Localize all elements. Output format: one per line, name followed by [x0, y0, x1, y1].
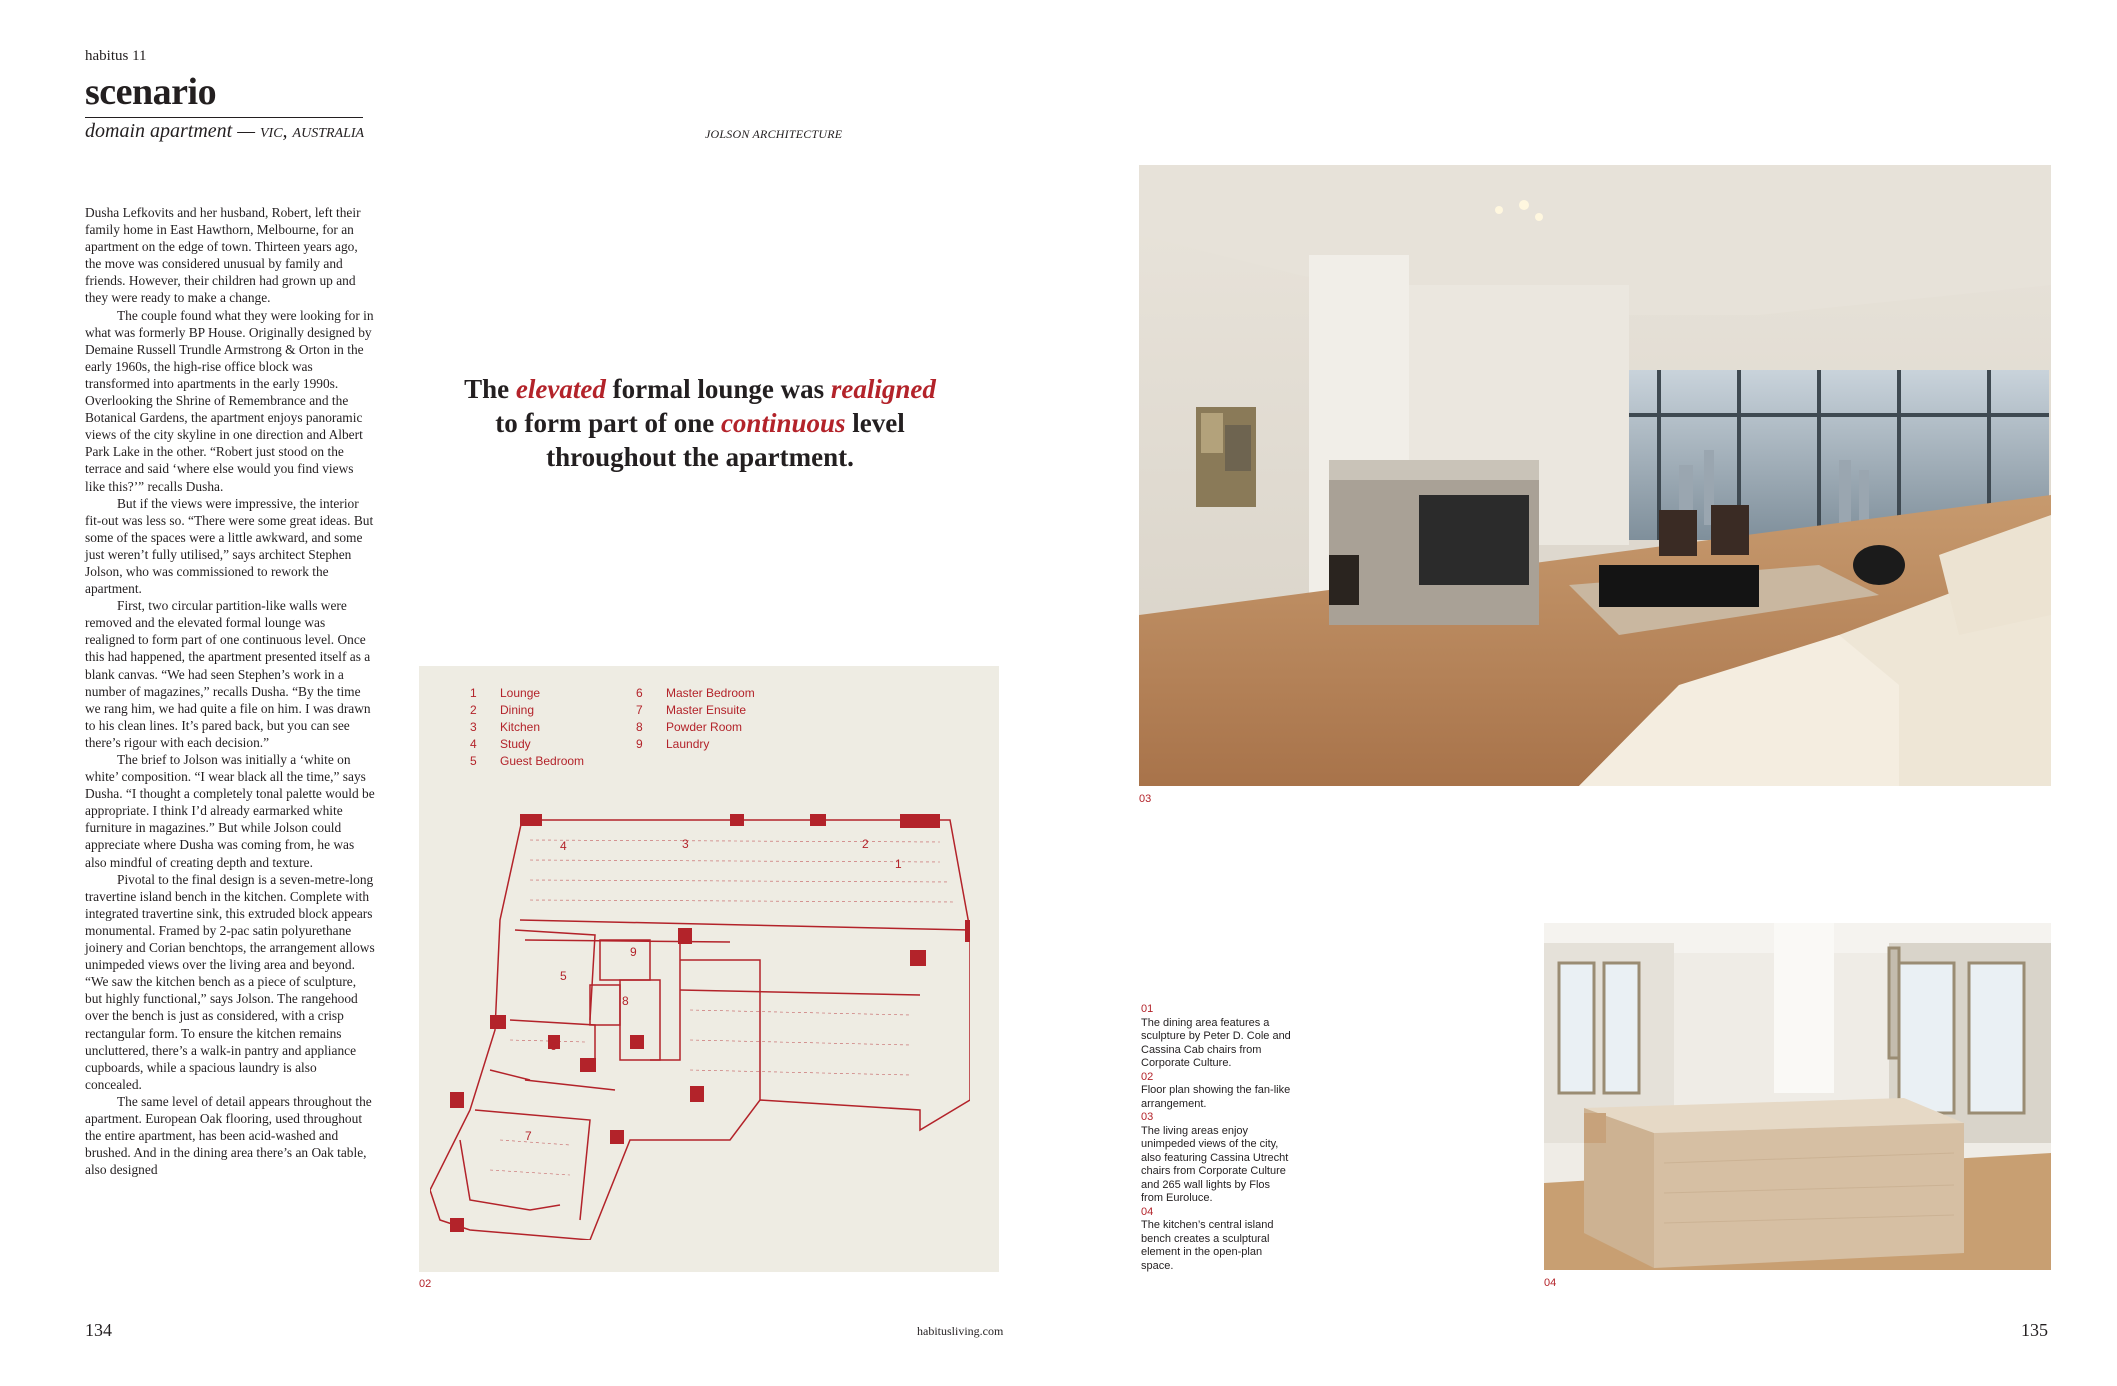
- pull-quote-text: throughout the apartment.: [546, 442, 854, 472]
- body-paragraph: The same level of detail appears throughout the apartment. European Oak flooring, used throughout the entire apartment, has been acid-washed and brushed. And in the dining area there’s an Oak table, also designed: [85, 1093, 372, 1178]
- subtitle-main: domain apartment —: [85, 120, 260, 142]
- caption-item: 04 The kitchen’s central island bench creates a sculptural element in the open-plan space.: [1141, 1205, 1274, 1272]
- article-body: [85, 204, 375, 1178]
- plan-room-number: 8: [622, 994, 629, 1008]
- kitchen-photo: [1544, 923, 2051, 1270]
- section-title: scenario: [85, 71, 217, 113]
- plan-room-number: 1: [895, 857, 902, 871]
- caption-item: 02 Floor plan showing the fan-like arrangement.: [1141, 1070, 1291, 1110]
- pull-quote-emphasis: continuous: [720, 408, 846, 438]
- body-paragraph: The brief to Jolson was initially a ‘white on white’ composition. “I wear black all the time,” says Dusha. “I thought a completely tonal palette would be appropriate. I think I’d already earmarked white furniture in magazines.” But while Jolson could appreciate where Dusha was coming from, he was also mindful of creating depth and texture.: [85, 752, 375, 870]
- legend-item: 5 Guest Bedroom: [470, 754, 585, 768]
- body-paragraph: Dusha Lefkovits and her husband, Robert, left their family home in East Hawthorn, Melbourne, for an apartment on the edge of town. Thirteen years ago, the move was considered unusual by family and friends. However, their children had grown up and they were ready to make a change.: [85, 205, 361, 306]
- legend-item: 6 Master Bedroom: [636, 686, 755, 700]
- subtitle-location: vic, australia: [260, 120, 365, 142]
- caption-item: 03 The living areas enjoy unimpeded views of the city, also featuring Cassina Utrecht chairs from Corporate Culture and 265 wall lights by Flos from Euroluce.: [1141, 1111, 1289, 1204]
- plan-room-number: 2: [862, 837, 869, 851]
- page-number-left: 134: [85, 1320, 112, 1340]
- plan-room-number: 4: [560, 839, 567, 853]
- website-url[interactable]: habitusliving.com: [917, 1324, 1004, 1338]
- plan-room-number: 5: [560, 969, 567, 983]
- legend-item: 4 Study: [470, 737, 531, 751]
- plan-room-number: 7: [525, 1129, 532, 1143]
- pull-quote-text: level: [845, 408, 905, 438]
- plan-room-number: 9: [630, 945, 637, 959]
- pull-quote-text: to form part of one: [495, 408, 721, 438]
- legend-item: 2 Dining: [470, 703, 535, 717]
- magazine-issue: habitus 11: [85, 48, 147, 64]
- legend-item: 9 Laundry: [636, 737, 710, 751]
- plan-room-number: 3: [682, 837, 689, 851]
- image-number-kitchen: 04: [1544, 1277, 1557, 1289]
- legend-item: 8 Powder Room: [636, 720, 743, 734]
- plan-room-number: 6: [550, 1039, 557, 1053]
- image-number-plan: 02: [419, 1278, 432, 1290]
- page-number-right: 135: [2021, 1320, 2048, 1340]
- caption-item: 01 The dining area features a sculpture by Peter D. Cole and Cassina Cab chairs from Corporate Culture.: [1141, 1003, 1291, 1069]
- legend-item: 1 Lounge: [470, 686, 541, 700]
- body-paragraph: First, two circular partition-like walls were removed and the elevated formal lounge was realigned to form part of one continuous level. Once this had happened, the apartment presented itself as a blank canvas. “We had seen Stephen’s work in a number of magazines,” recalls Dusha. “By the time we rang him, we had quite a file on him. I was drawn to his clean lines. It’s pared back, but you can see there’s rigour with each decision.”: [85, 598, 371, 750]
- legend-item: 7 Master Ensuite: [636, 703, 747, 717]
- image-captions: [1141, 1003, 1291, 1273]
- pull-quote-emphasis: realigned: [830, 374, 936, 404]
- pull-quote-text: formal lounge was: [605, 374, 831, 404]
- article-subtitle: [85, 120, 364, 143]
- image-number-lounge: 03: [1139, 793, 1152, 805]
- legend-item: 3 Kitchen: [470, 720, 541, 734]
- lounge-photo: [1139, 165, 2051, 786]
- body-paragraph: Pivotal to the final design is a seven-metre-long travertine island bench in the kitchen. Complete with integrated travertine sink, this extruded block appears monumental. Framed by 2-pac satin polyurethane joinery and Corian benchtops, the arrangement allows unimpeded views over the living area and beyond. “We saw the kitchen bench as a piece of sculpture, but highly functional,” says Jolson. The rangehood over the bench is just as considered, with a crisp rectangular form. To ensure the kitchen remains uncluttered, there’s a walk-in pantry and appliance cupboards, while a spacious laundry is also concealed.: [85, 871, 375, 1092]
- pull-quote-emphasis: elevated: [515, 374, 606, 404]
- pull-quote: [420, 372, 980, 474]
- body-paragraph: But if the views were impressive, the interior fit-out was less so. “There were some great ideas. But some of the spaces were a little awkward, and some just weren’t fully utilised,” says architect Stephen Jolson, who was commissioned to rework the apartment.: [85, 495, 374, 597]
- pull-quote-text: The: [464, 374, 516, 404]
- architect-credit: JOLSON ARCHITECTURE: [705, 127, 843, 141]
- floor-plan-drawing: [430, 810, 970, 1240]
- title-rule: [85, 117, 363, 118]
- body-paragraph: The couple found what they were looking for in what was formerly BP House. Originally designed by Demaine Russell Trundle Armstrong & Orton in the early 1960s, the high-rise office block was transformed into apartments in the early 1990s. Overlooking the Shrine of Remembrance and the Botanical Gardens, the apartment enjoys panoramic views of the city skyline in one direction and Albert Park Lake in the other. “Robert just stood on the terrace and said ‘where else would you find views like this?’” recalls Dusha.: [85, 307, 374, 494]
